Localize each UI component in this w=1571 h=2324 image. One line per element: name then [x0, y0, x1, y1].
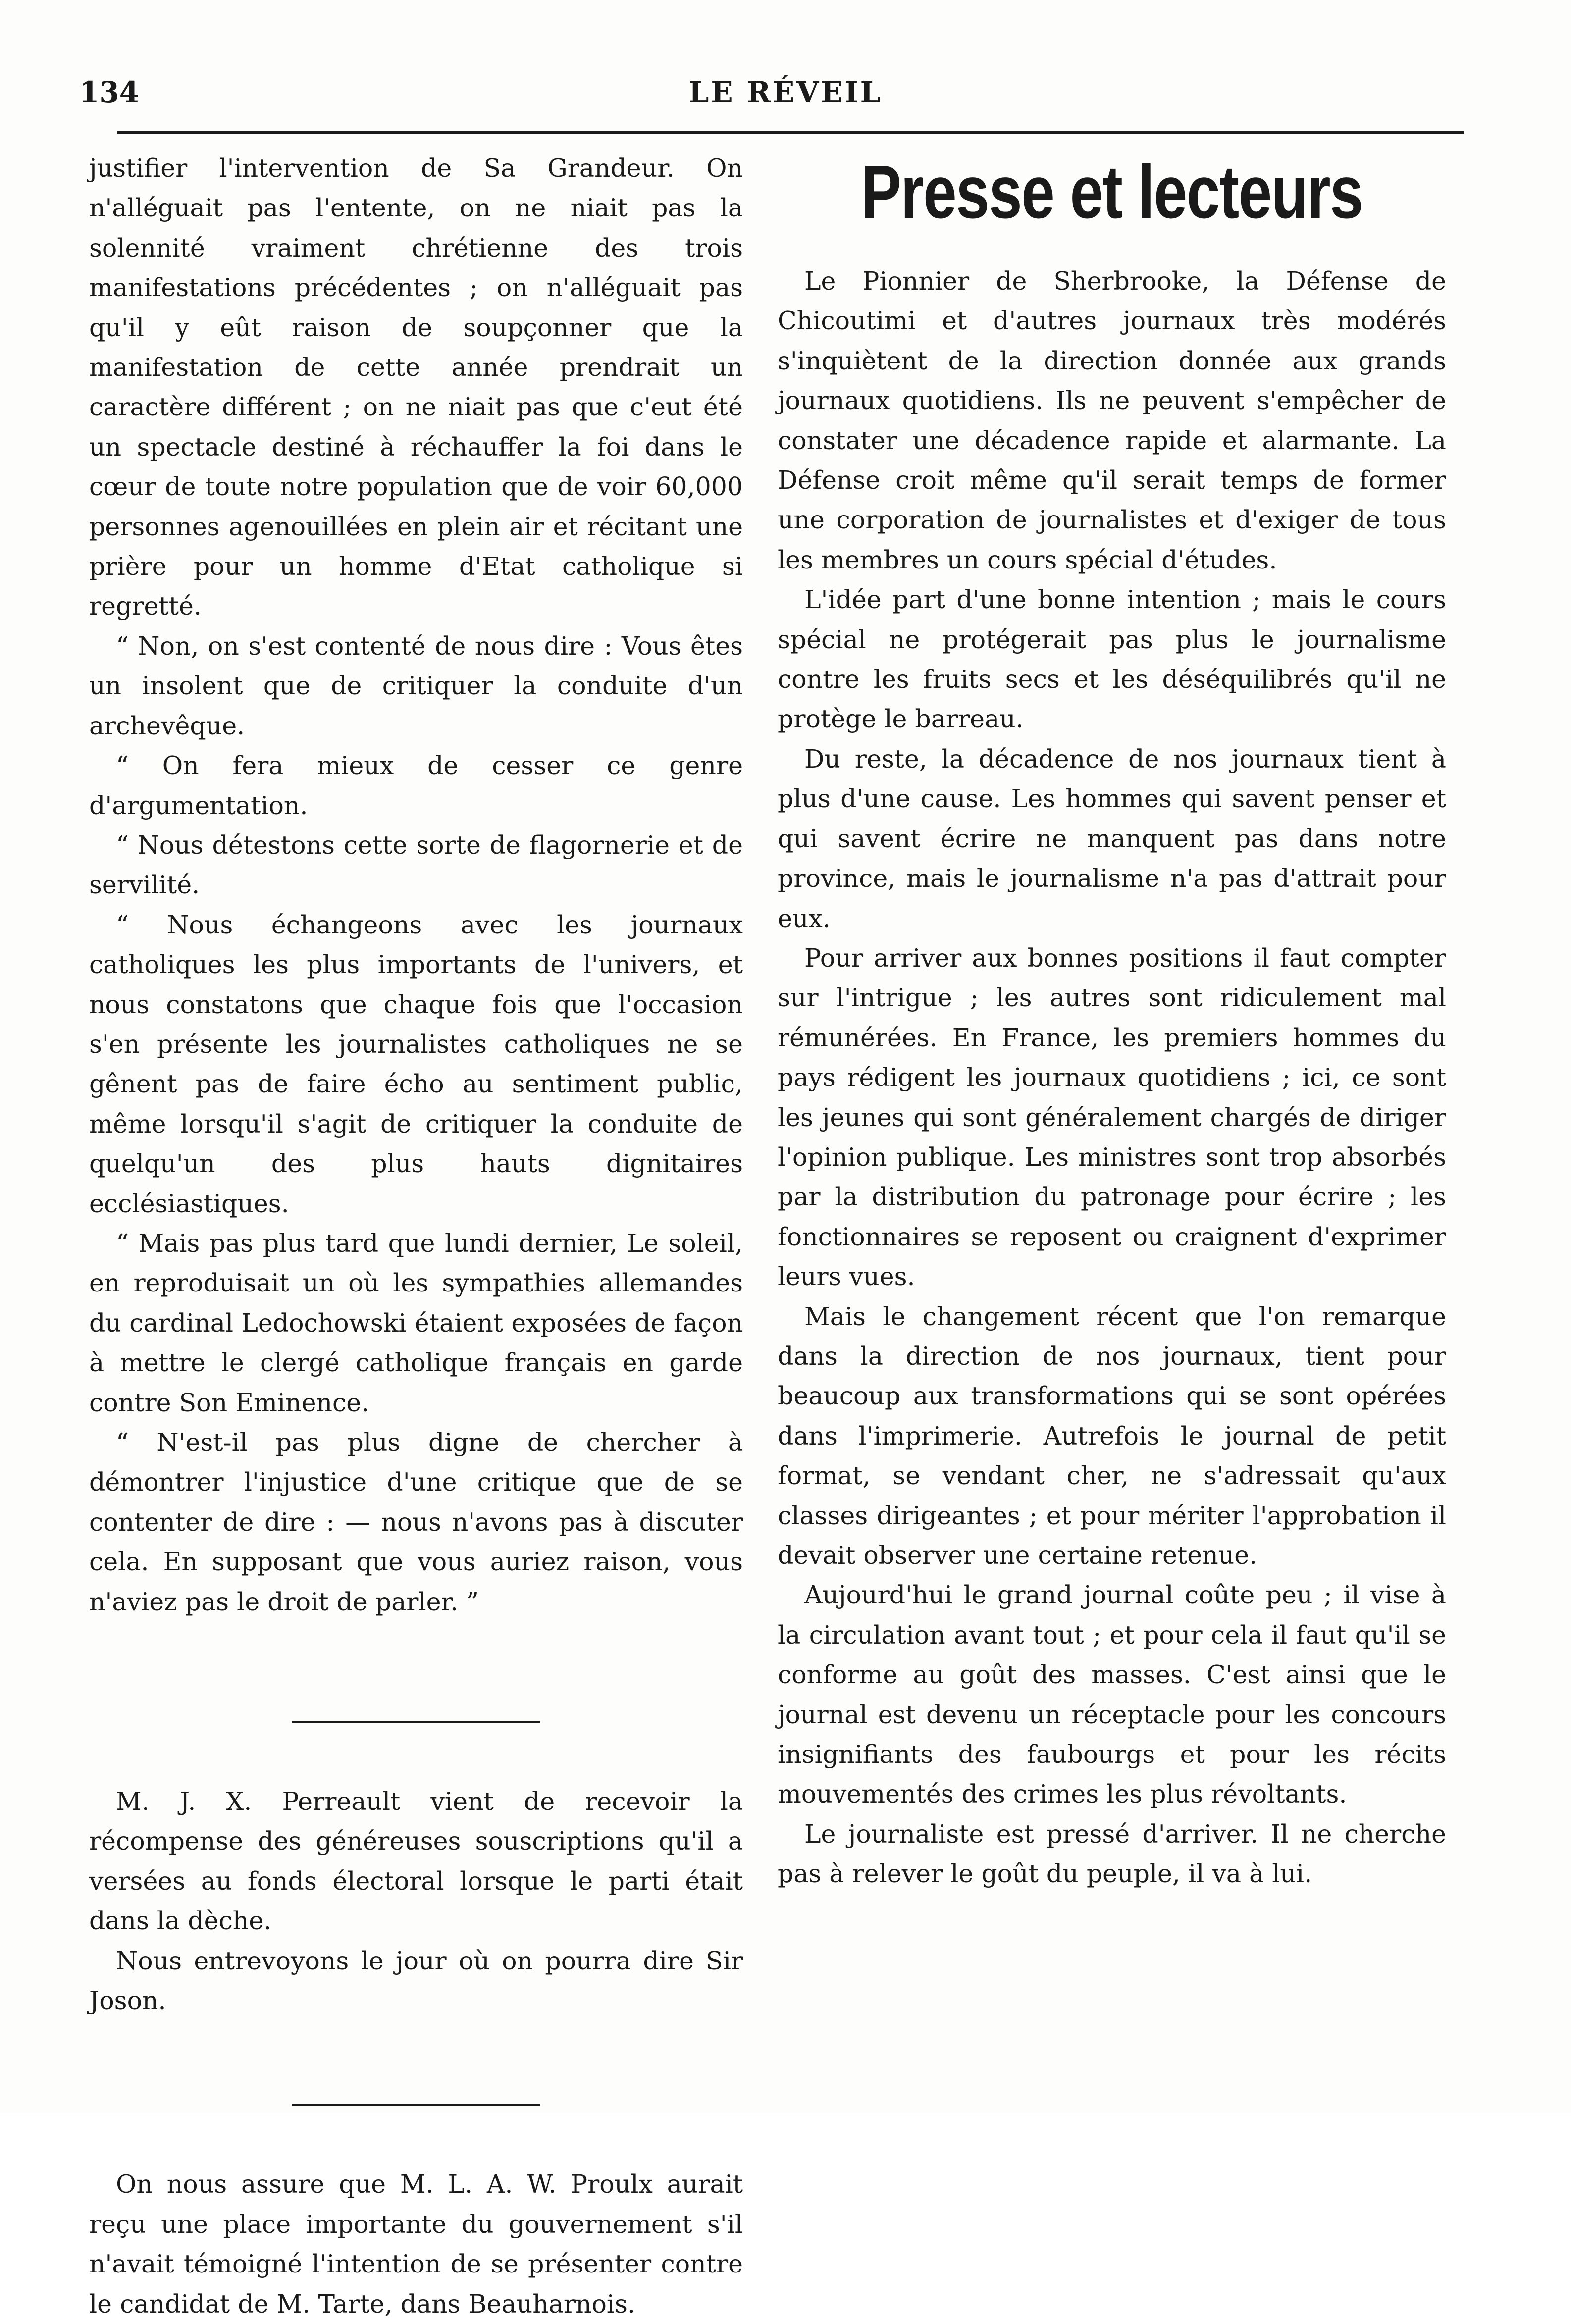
- paragraph-quote-6: “ N'est-il pas plus digne de chercher à démontrer l'injustice d'une critique que de se contenter de dire : — nous n'avons pas à discuter cela. En supposant que vous auriez raison, vous n'aviez pas le droit de parler. ”: [89, 1428, 743, 1616]
- paragraph-proulx: On nous assure que M. L. A. W. Proulx aurait reçu une place importante du gouvernement s'il n'avait témoigné l'intention de se présenter contre le candidat de M. Tarte, dans Beauharnois.: [89, 2169, 743, 2319]
- section-divider-rule: [292, 1721, 540, 1723]
- article-paragraph: Mais le changement récent que l'on remarque dans la direction de nos journaux, tient pour beaucoup aux transformations qui se sont opérées dans l'imprimerie. Autrefois le journal de petit format, se vendant cher, ne s'adressait qu'aux classes dirigeantes ; et pour mériter l'approbation il devait observer une certaine retenue.: [778, 1301, 1446, 1570]
- header-rule: [117, 131, 1464, 134]
- article-paragraph: L'idée part d'une bonne intention ; mais le cours spécial ne protégerait pas plus le journalisme contre les fruits secs et les déséquilibrés qu'il ne protège le barreau.: [778, 585, 1446, 734]
- section-divider-rule: [292, 2104, 540, 2106]
- paragraph-quote-2: “ On fera mieux de cesser ce genre d'argumentation.: [89, 751, 743, 820]
- article-paragraph: Du reste, la décadence de nos journaux tient à plus d'une cause. Les hommes qui savent penser et qui savent écrire ne manquent pas dans notre province, mais le journalisme n'a pas d'attrait pour eux.: [778, 744, 1446, 933]
- paragraph-quote-5: “ Mais pas plus tard que lundi dernier, Le soleil, en reproduisait un où les sympathies allemandes du cardinal Ledochowski étaient exposées de façon à mettre le clergé catholique français en garde contre Son Eminence.: [89, 1228, 743, 1417]
- page-number: 134: [79, 75, 140, 109]
- running-title: LE RÉVEIL: [688, 75, 883, 109]
- right-column: [778, 149, 1446, 1894]
- paragraph-quote-4: “ Nous échangeons avec les journaux catholiques les plus importants de l'univers, et nous constatons que chaque fois que l'occasion s'en présente les journalistes catholiques ne se gênent pas de faire écho au sentiment public, même lorsqu'il s'agit de critiquer la conduite de quelqu'un des plus hauts dignitaires ecclésiastiques.: [89, 910, 743, 1218]
- article-paragraph: Le Pionnier de Sherbrooke, la Défense de Chicoutimi et d'autres journaux très modérés s'inquiètent de la direction donnée aux grands journaux quotidiens. Ils ne peuvent s'empêcher de constater une décadence rapide et alarmante. La Défense croit même qu'il serait temps de former une corporation de journalistes et d'exiger de tous les membres un cours spécial d'études.: [778, 266, 1446, 574]
- left-column: [89, 149, 743, 2324]
- paragraph-quote-1: “ Non, on s'est contenté de nous dire : Vous êtes un insolent que de critiquer la conduite d'un archevêque.: [89, 631, 743, 740]
- paragraph-quote-3: “ Nous détestons cette sorte de flagornerie et de servilité.: [89, 830, 743, 900]
- article-paragraph: Pour arriver aux bonnes positions il faut compter sur l'intrigue ; les autres sont ridiculement mal rémunérées. En France, les premiers hommes du pays rédigent les journaux quotidiens ; ici, ce sont les jeunes qui sont généralement chargés de diriger l'opinion publique. Les ministres sont trop absorbés par la distribution du patronage pour écrire ; les fonctionnaires se reposent ou craignent d'exprimer leurs vues.: [778, 943, 1446, 1291]
- article-paragraph: Aujourd'hui le grand journal coûte peu ; il vise à la circulation avant tout ; et pour cela il faut qu'il se conforme au goût des masses. C'est ainsi que le journal est devenu un réceptacle pour les concours insignifiants des faubourgs et pour les récits mouvementés des crimes les plus révoltants.: [778, 1580, 1446, 1809]
- paragraph-perreault-2: Nous entrevoyons le jour où on pourra dire Sir Joson.: [89, 1946, 743, 2015]
- article-paragraph: Le journaliste est pressé d'arriver. Il ne cherche pas à relever le goût du peuple, il va à lui.: [778, 1819, 1446, 1889]
- paragraph-continued: justifier l'intervention de Sa Grandeur. On n'alléguait pas l'entente, on ne niait pas la solennité vraiment chrétienne des trois manifestations précédentes ; on n'alléguait pas qu'il y eût raison de soupçonner que la manifestation de cette année prendrait un caractère différent ; on ne niait pas que c'eut été un spectacle destiné à réchauffer la foi dans le cœur de toute notre population que de voir 60,000 personnes agenouillées en plein air et récitant une prière pour un homme d'Etat catholique si regretté.: [89, 154, 743, 621]
- paragraph-perreault-1: M. J. X. Perreault vient de recevoir la récompense des généreuses souscriptions qu'il a versées au fonds électoral lorsque le parti était dans la dèche.: [89, 1787, 743, 1936]
- article-title: Presse et lecteurs: [861, 150, 1363, 234]
